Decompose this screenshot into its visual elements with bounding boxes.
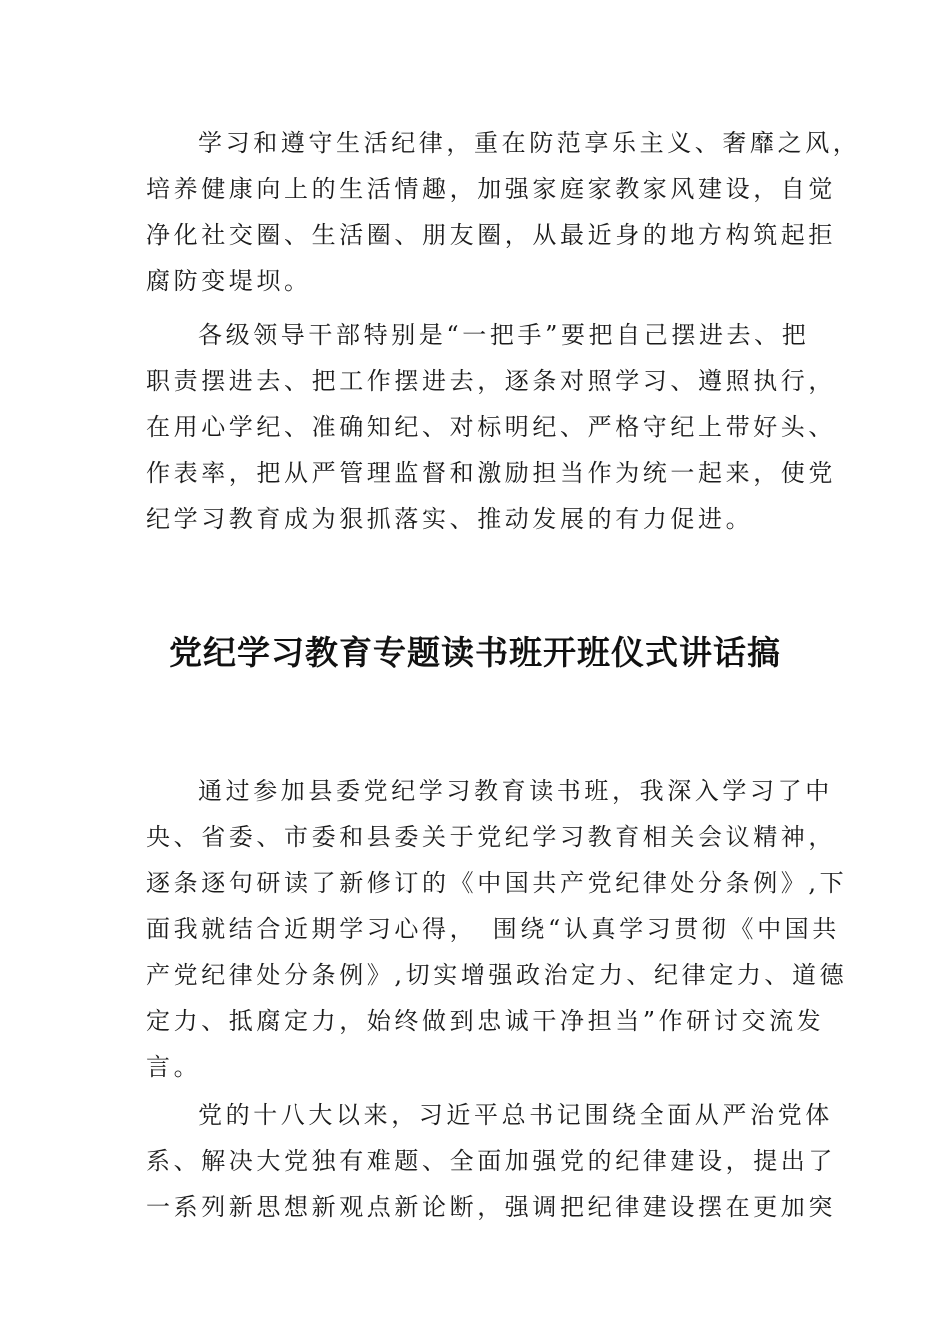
paragraph-line: 在用心学纪、准确知纪、对标明纪、严格守纪上带好头、 xyxy=(146,413,836,441)
paragraph-line: 产党纪律处分条例》,切实增强政治定力、纪律定力、道德 xyxy=(146,961,848,989)
paragraph-line: 各级领导干部特别是“一把手”要把自己摆进去、把 xyxy=(198,321,810,349)
paragraph-line: 学习和遵守生活纪律，重在防范享乐主义、奢靡之风， xyxy=(198,129,861,157)
paragraph-living-discipline xyxy=(146,120,861,304)
paragraph-line: 央、省委、市委和县委关于党纪学习教育相关会议精神， xyxy=(146,823,836,851)
paragraph-line: 言。 xyxy=(146,1053,202,1081)
paragraph-line: 面我就结合近期学习心得， 围绕“认真学习贯彻《中国共 xyxy=(146,915,840,943)
paragraph-line: 纪学习教育成为狠抓落实、推动发展的有力促进。 xyxy=(146,505,754,533)
paragraph-line: 一系列新思想新观点新论断，强调把纪律建设摆在更加突 xyxy=(146,1193,836,1221)
paragraph-line: 逐条逐句研读了新修订的《中国共产党纪律处分条例》,下 xyxy=(146,869,848,897)
paragraph-line: 职责摆进去、把工作摆进去，逐条对照学习、遵照执行， xyxy=(146,367,836,395)
paragraph-line: 党的十八大以来，习近平总书记围绕全面从严治党体 xyxy=(198,1101,833,1129)
paragraph-eighteenth-congress xyxy=(146,1092,836,1230)
paragraph-line: 腐防变堤坝。 xyxy=(146,267,312,295)
paragraph-line: 作表率，把从严管理监督和激励担当作为统一起来，使党 xyxy=(146,459,836,487)
document-title: 党纪学习教育专题读书班开班仪式讲话搞 xyxy=(169,633,781,672)
paragraph-line: 净化社交圈、生活圈、朋友圈，从最近身的地方构筑起拒 xyxy=(146,221,836,249)
paragraph-line: 系、解决大党独有难题、全面加强党的纪律建设，提出了 xyxy=(146,1147,836,1175)
paragraph-line: 通过参加县委党纪学习教育读书班，我深入学习了中 xyxy=(198,777,833,805)
paragraph-line: 培养健康向上的生活情趣，加强家庭家教家风建设，自觉 xyxy=(146,175,836,203)
paragraph-line: 定力、抵腐定力，始终做到忠诚干净担当”作研讨交流发 xyxy=(146,1007,825,1035)
paragraph-study-class xyxy=(146,768,848,1090)
paragraph-leading-cadres xyxy=(146,312,836,542)
